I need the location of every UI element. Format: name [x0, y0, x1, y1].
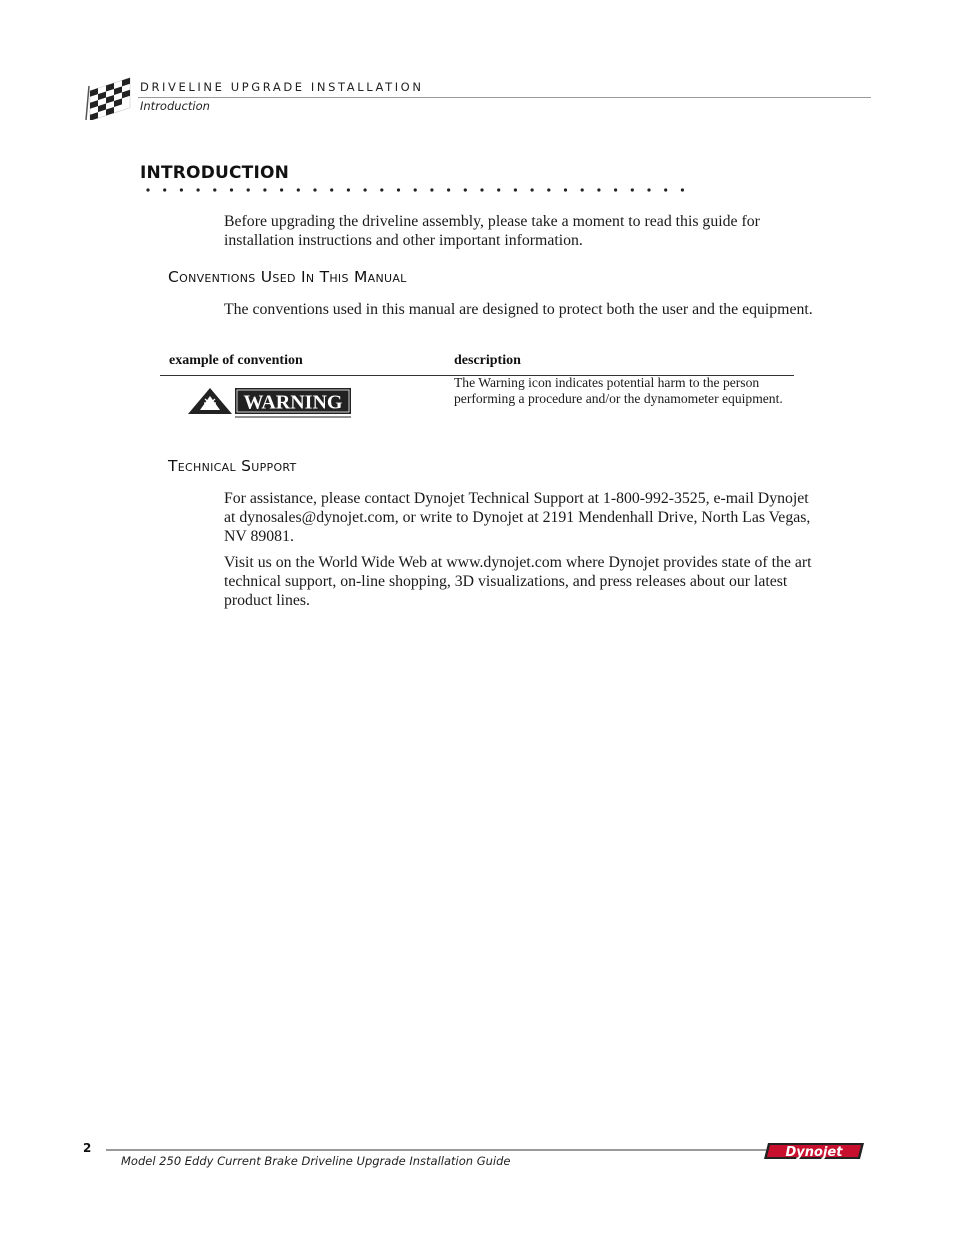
- page-number: 2: [83, 1141, 92, 1155]
- divider-dot: [347, 188, 350, 191]
- dynojet-logo: [762, 1141, 866, 1161]
- divider-dot: [631, 188, 634, 191]
- dotted-divider: [146, 186, 686, 194]
- divider-dot: [163, 188, 166, 191]
- footer-title: Model 250 Eddy Current Brake Driveline Upgrade Installation Guide: [121, 1154, 511, 1168]
- divider-dot: [313, 188, 316, 191]
- divider-dot: [414, 188, 417, 191]
- divider-dot: [564, 188, 567, 191]
- divider-dot: [247, 188, 250, 191]
- divider-dot: [330, 188, 333, 191]
- divider-dot: [480, 188, 483, 191]
- divider-dot: [197, 188, 200, 191]
- divider-dot: [597, 188, 600, 191]
- conventions-paragraph: The conventions used in this manual are designed to protect both the user and the equipment.: [224, 301, 813, 318]
- divider-dot: [464, 188, 467, 191]
- intro-paragraph: Before upgrading the driveline assembly, please take a moment to read this guide for installation instructions and other important information.: [224, 213, 760, 249]
- divider-dot: [614, 188, 617, 191]
- divider-dot: [230, 188, 233, 191]
- divider-dot: [514, 188, 517, 191]
- warning-icon: [186, 384, 353, 418]
- divider-dot: [681, 188, 684, 191]
- divider-dot: [297, 188, 300, 191]
- divider-dot: [146, 188, 149, 191]
- divider-dot: [497, 188, 500, 191]
- running-header-title: DRIVELINE UPGRADE INSTALLATION: [140, 80, 424, 94]
- divider-dot: [430, 188, 433, 191]
- header-rule: [138, 97, 871, 98]
- warning-label: WARNING: [243, 391, 343, 414]
- divider-dot: [531, 188, 534, 191]
- conventions-heading: Conventions Used In This Manual: [168, 268, 407, 286]
- divider-dot: [547, 188, 550, 191]
- divider-dot: [364, 188, 367, 191]
- divider-dot: [380, 188, 383, 191]
- section-heading: INTRODUCTION: [140, 163, 290, 183]
- table-header-example: example of convention: [169, 353, 303, 368]
- divider-dot: [263, 188, 266, 191]
- divider-dot: [664, 188, 667, 191]
- technical-support-heading: Technical Support: [168, 457, 297, 475]
- support-web-paragraph: Visit us on the World Wide Web at www.dynojet.com where Dynojet provides state of the art technical support, on-line shopping, 3D visualizations, and press releases about our latest product lines.: [224, 554, 812, 609]
- divider-dot: [397, 188, 400, 191]
- warning-description: The Warning icon indicates potential harm to the person performing a procedure and/or the dynamometer equipment.: [454, 375, 783, 406]
- divider-dot: [647, 188, 650, 191]
- running-header-subtitle: Introduction: [140, 99, 210, 113]
- divider-dot: [447, 188, 450, 191]
- support-contact-paragraph: For assistance, please contact Dynojet Technical Support at 1-800-992-3525, e-mail Dynojet at dynosales@dynojet.com, or write to Dynojet at 2191 Mendenhall Drive, North Las Vegas, NV 89081.: [224, 490, 811, 545]
- divider-dot: [280, 188, 283, 191]
- table-header-description: description: [454, 353, 521, 368]
- divider-dot: [581, 188, 584, 191]
- divider-dot: [213, 188, 216, 191]
- logo-text: Dynojet: [785, 1145, 843, 1160]
- divider-dot: [180, 188, 183, 191]
- footer-rule: [106, 1149, 766, 1151]
- checkered-flag-icon: [80, 76, 134, 120]
